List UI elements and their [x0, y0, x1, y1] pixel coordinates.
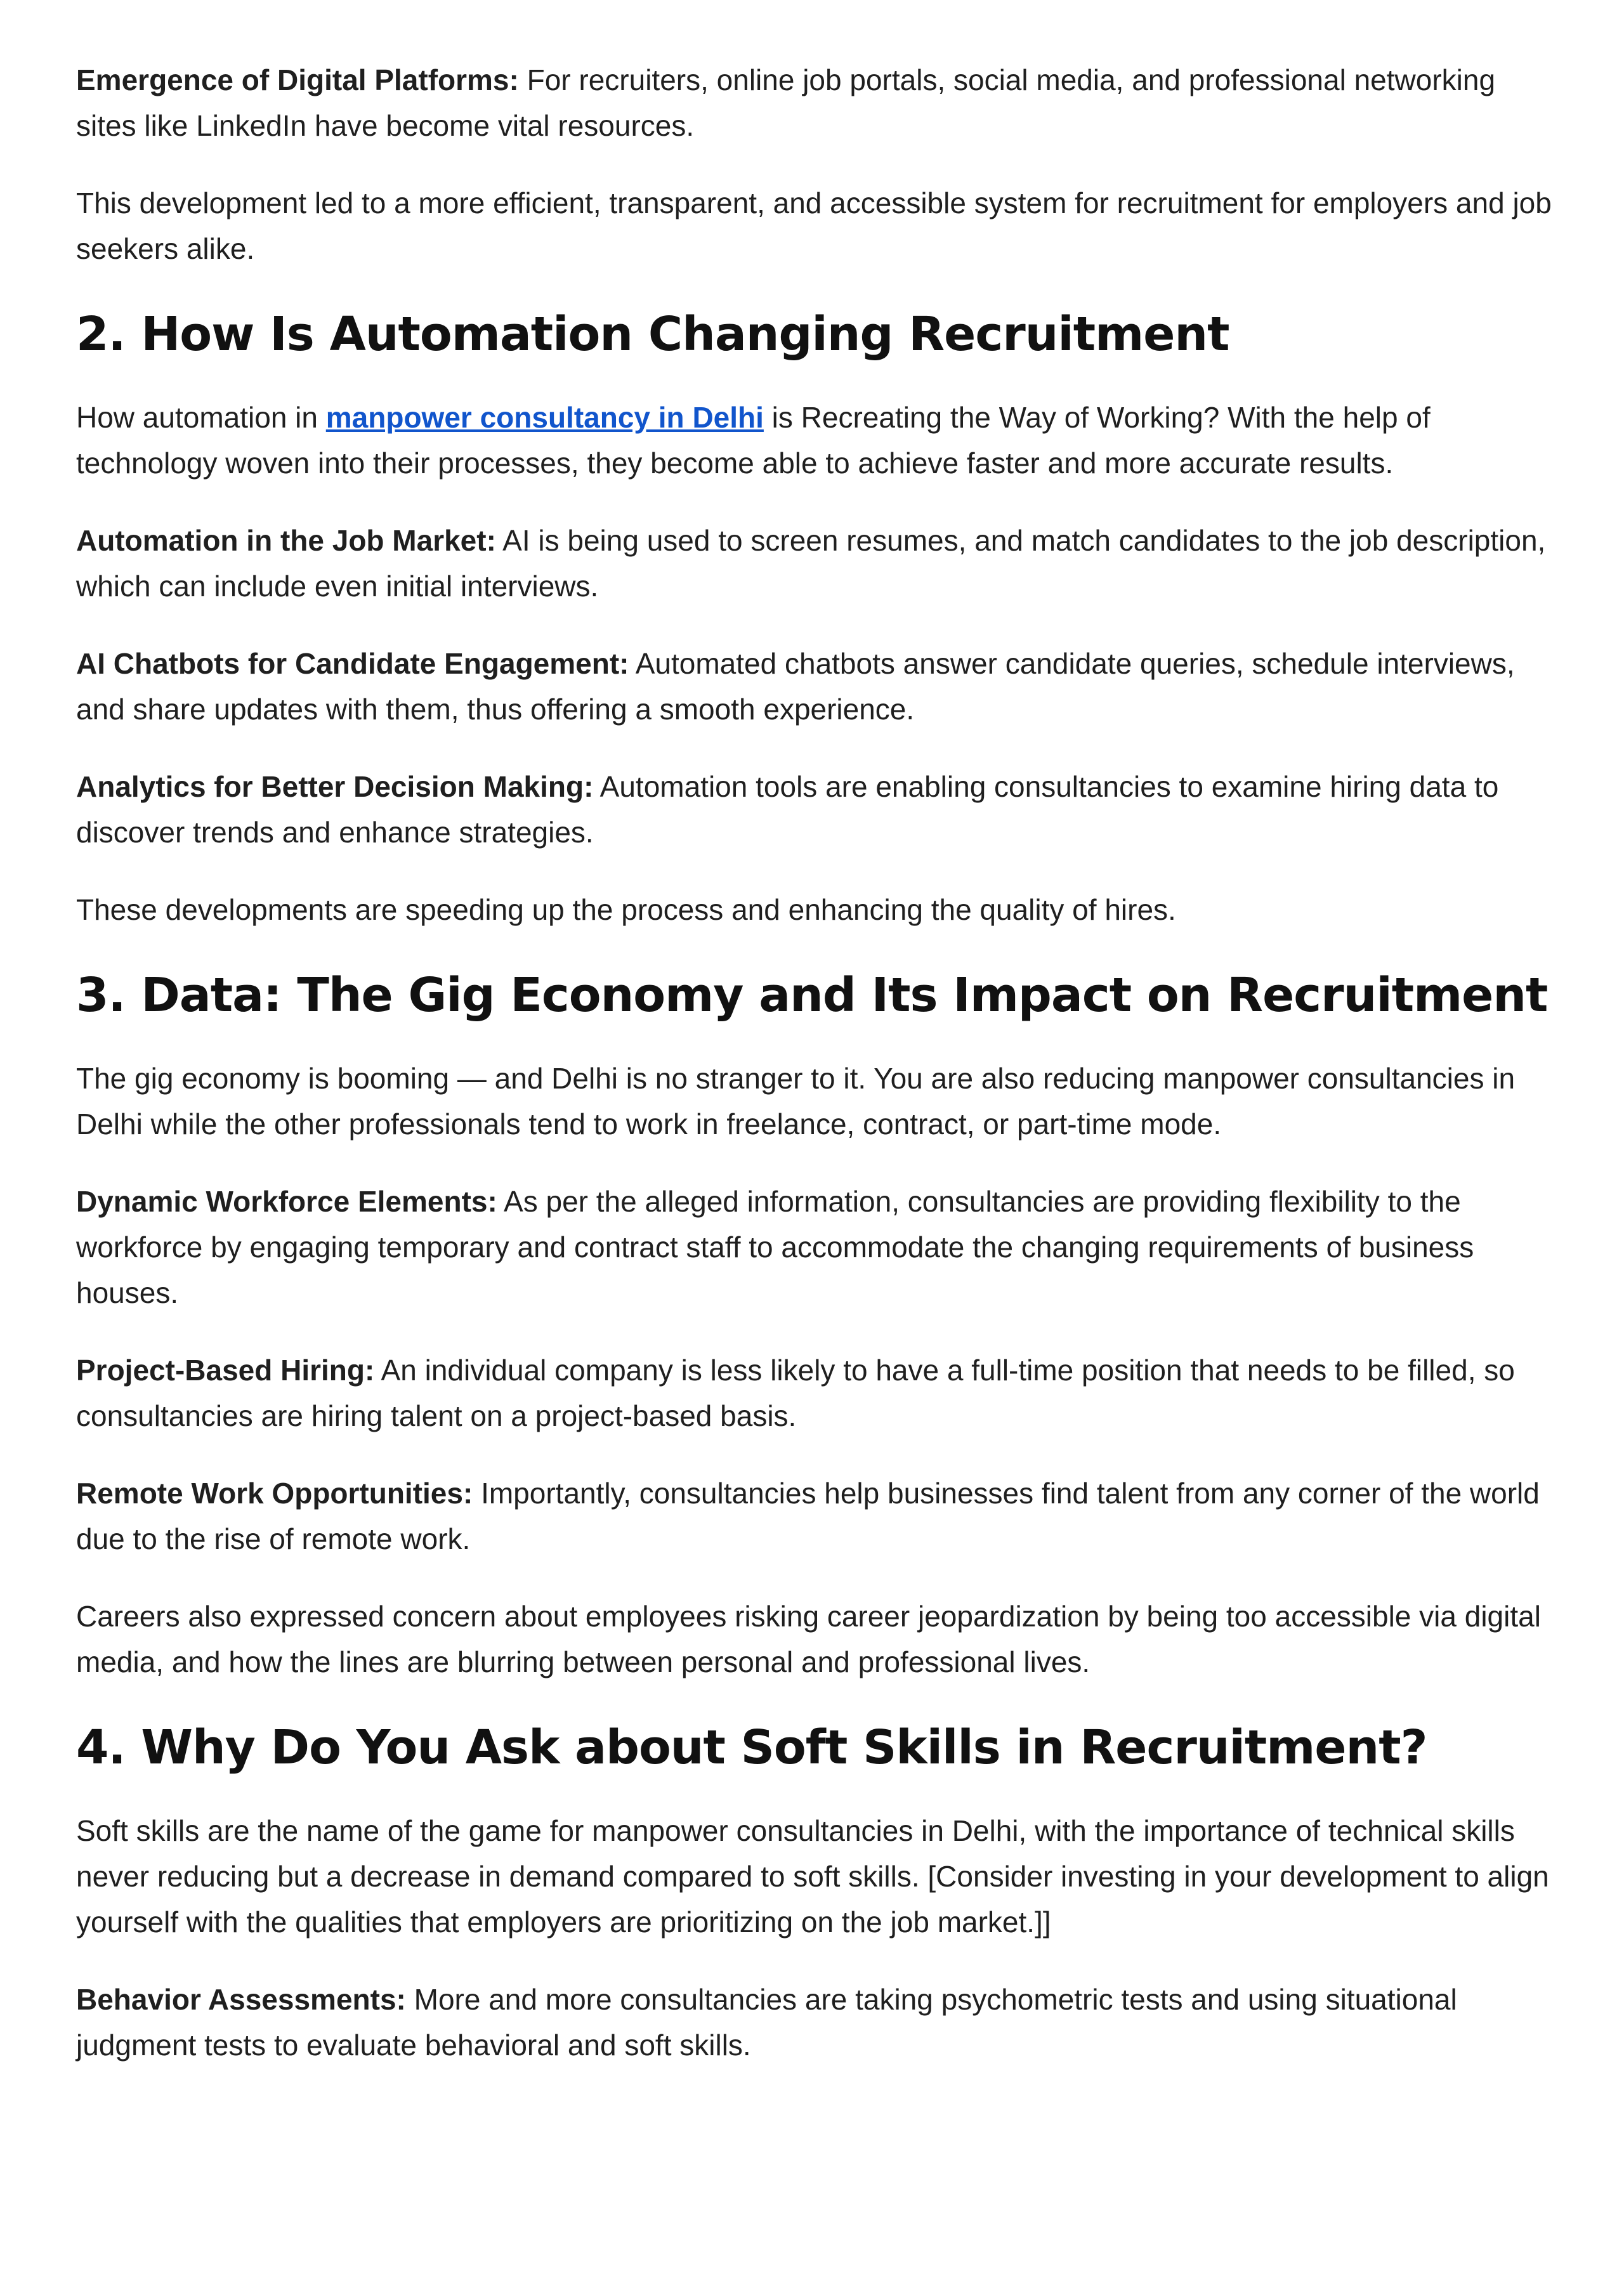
- paragraph-text: More and more consultancies are taking psychometric tests and using situational judgment tests to evaluate behavioral and soft skills.: [76, 1983, 1457, 2062]
- paragraph-gig-intro: The gig economy is booming — and Delhi is no stranger to it. You are also reducing manpower consultancies in Delhi while the other professionals tend to work in freelance, contract, or part-time mode.: [76, 1062, 1516, 1141]
- paragraph-automation-job-market: [76, 518, 1561, 609]
- paragraph-text: For recruiters, online job portals, social media, and professional networking sites like LinkedIn have become vital resources.: [76, 63, 1496, 142]
- paragraph-text: As per the alleged information, consultancies are providing flexibility to the workforce by engaging temporary and contract staff to accommodate the changing requirements of business houses.: [76, 1185, 1474, 1309]
- paragraph-text: Automation tools are enabling consultancies to examine hiring data to discover trends and enhance strategies.: [76, 770, 1499, 849]
- term-label: Dynamic Workforce Elements:: [76, 1185, 497, 1218]
- section-heading-soft-skills: 4. Why Do You Ask about Soft Skills in Recruitment?: [76, 1720, 1427, 1775]
- paragraph-behavior-assessments: [76, 1977, 1561, 2068]
- paragraph-automation-summary: These developments are speeding up the process and enhancing the quality of hires.: [76, 893, 1176, 926]
- term-label: Remote Work Opportunities:: [76, 1477, 473, 1510]
- paragraph-text: Automated chatbots answer candidate queries, schedule interviews, and share updates with them, thus offering a smooth experience.: [76, 647, 1515, 726]
- paragraph-text: Importantly, consultancies help businesses find talent from any corner of the world due to the rise of remote work.: [76, 1477, 1540, 1555]
- term-label: Automation in the Job Market:: [76, 524, 496, 557]
- manpower-consultancy-link[interactable]: manpower consultancy in Delhi: [325, 401, 764, 434]
- paragraph-text: is Recreating the Way of Working? With the help of technology woven into their processes, they become able to achieve faster and more accurate results.: [76, 401, 1431, 480]
- paragraph-remote-work: [76, 1470, 1561, 1562]
- paragraph-analytics: [76, 764, 1561, 855]
- term-label: Emergence of Digital Platforms:: [76, 63, 519, 96]
- term-label: AI Chatbots for Candidate Engagement:: [76, 647, 629, 680]
- article-body: [76, 57, 1561, 2100]
- term-label: Analytics for Better Decision Making:: [76, 770, 594, 803]
- paragraph-digital-platforms: [76, 57, 1561, 148]
- paragraph-text: An individual company is less likely to have a full-time position that needs to be filled, so consultancies are hiring talent on a project-based basis.: [76, 1354, 1515, 1432]
- term-label: Project-Based Hiring:: [76, 1354, 375, 1387]
- term-label: Behavior Assessments:: [76, 1983, 406, 2016]
- section-heading-automation: 2. How Is Automation Changing Recruitment: [76, 307, 1229, 362]
- paragraph-gig-summary: Careers also expressed concern about employees risking career jeopardization by being too accessible via digital media, and how the lines are blurring between personal and professional lives.: [76, 1600, 1541, 1678]
- paragraph-project-hiring: [76, 1347, 1561, 1439]
- paragraph-text: AI is being used to screen resumes, and match candidates to the job description, which can include even initial interviews.: [76, 524, 1546, 603]
- paragraph-automation-intro: [76, 395, 1561, 486]
- paragraph-soft-skills-intro: Soft skills are the name of the game for manpower consultancies in Delhi, with the importance of technical skills never reducing but a decrease in demand compared to soft skills. [Consider investing in your development to align yourself with the qualities that employers are prioritizing on the job market.]]: [76, 1814, 1549, 1939]
- paragraph-text: How automation in: [76, 401, 326, 434]
- paragraph-dynamic-workforce: [76, 1179, 1561, 1316]
- paragraph-development-summary: This development led to a more efficient, transparent, and accessible system for recruitment for employers and job seekers alike.: [76, 186, 1552, 265]
- section-heading-gig-economy: 3. Data: The Gig Economy and Its Impact on Recruitment: [76, 968, 1548, 1023]
- paragraph-ai-chatbots: [76, 641, 1561, 732]
